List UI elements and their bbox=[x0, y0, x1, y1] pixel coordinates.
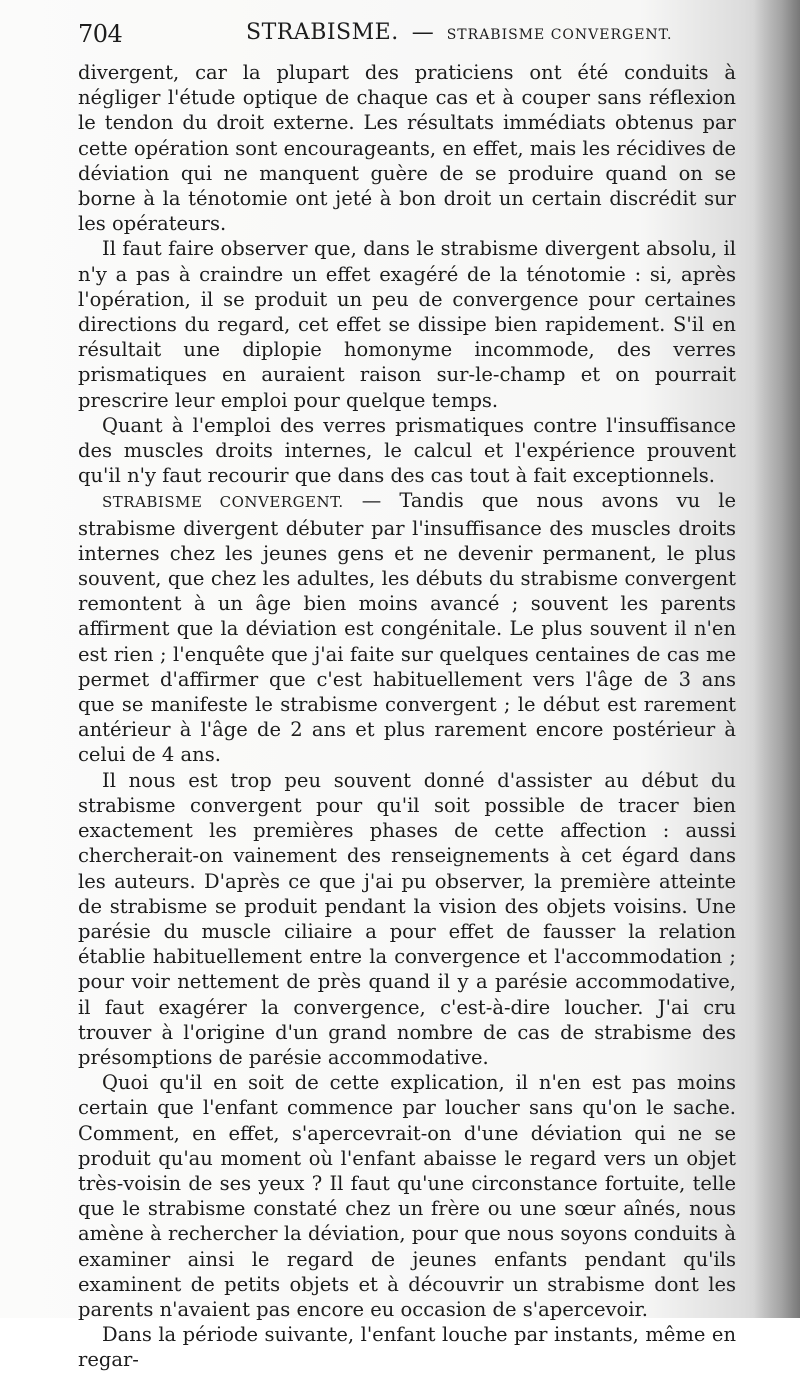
paragraph: Dans la période suivante, l'enfant louche par instants, même en regar- bbox=[78, 1323, 736, 1372]
section-heading: STRABISME CONVERGENT. bbox=[102, 493, 344, 512]
body-text bbox=[78, 60, 736, 1373]
running-title-dash: — bbox=[411, 20, 434, 45]
running-title-main: STRABISME. bbox=[246, 20, 399, 45]
running-title-sub: STRABISME CONVERGENT. bbox=[446, 27, 673, 43]
running-header bbox=[78, 18, 738, 52]
paragraph: Il nous est trop peu souvent donné d'assister au début du strabisme convergent pour qu'il soit possible de tracer bien exactement les premières phases de cette affection : aussi chercherait-on vainement des renseignements à cet égard dans les auteurs. D'après ce que j'ai pu observer, la première atteinte de strabisme se produit pendant la vision des objets voisins. Une parésie du muscle ciliaire a pour effet de fausser la relation établie habituellement entre la convergence et l'accommodation ; pour voir nettement de près quand il y a parésie accommodative, il faut exagérer la convergence, c'est-à-dire loucher. J'ai cru trouver à l'origine d'un grand nombre de cas de strabisme des présomptions de parésie accommodative. bbox=[78, 768, 736, 1069]
paragraph: divergent, car la plupart des praticiens ont été conduits à négliger l'étude optique de chaque cas et à couper sans réflexion le tendon du droit externe. Les résultats immédiats obtenus par cette opération sont encourageants, en effet, mais les récidives de déviation qui ne manquent guère de se produire quand on se borne à la ténotomie ont jeté à bon droit un certain discrédit sur les opérateurs. bbox=[78, 61, 736, 236]
paragraph-text: — Tandis que nous avons vu le strabisme divergent débuter par l'insuffisance des muscles droits internes chez les jeunes gens et ne devenir permanent, le plus souvent, que chez les adultes, les débuts du strabisme convergent remontent à un âge bien moins avancé ; souvent les parents affirment que la déviation est congénitale. Le plus souvent il n'en est rien ; l'enquête que j'ai faite sur quelques centaines de cas me permet d'affirmer que c'est habituellement vers l'âge de 3 ans que se manifeste le strabisme convergent ; le début est rarement antérieur à l'âge de 2 ans et plus rarement encore postérieur à celui de 4 ans. bbox=[78, 489, 736, 767]
page-number: 704 bbox=[78, 20, 123, 48]
paragraph: Il faut faire observer que, dans le strabisme divergent absolu, il n'y a pas à craindre un effet exagéré de la ténotomie : si, après l'opération, il se produit un peu de convergence pour certaines directions du regard, cet effet se dissipe bien rapidement. S'il en résultait une diplopie homonyme incommode, des verres prismatiques en auraient raison sur-le-champ et on pourrait prescrire leur emploi pour quelque temps. bbox=[78, 237, 736, 412]
paragraph-section-start bbox=[78, 488, 736, 767]
paragraph: Quant à l'emploi des verres prismatiques contre l'insuffisance des muscles droits internes, le calcul et l'expérience prouvent qu'il n'y faut recourir que dans des cas tout à fait exceptionnels. bbox=[78, 413, 736, 488]
paragraph: Quoi qu'il en soit de cette explication, il n'en est pas moins certain que l'enfant commence par loucher sans qu'on le sache. Comment, en effet, s'apercevrait-on d'une déviation qui ne se produit qu'au moment où l'enfant abaisse le regard vers un objet très-voisin de ses yeux ? Il faut qu'une circonstance fortuite, telle que le strabisme constaté chez un frère ou une sœur aînés, nous amène à rechercher la déviation, pour que nous soyons conduits à examiner ainsi le regard de jeunes enfants pendant qu'ils examinent de petits objets et à découvrir un strabisme dont les parents n'avaient pas encore eu occasion de s'apercevoir. bbox=[78, 1071, 736, 1321]
running-title bbox=[246, 20, 672, 45]
page-spine-shadow bbox=[754, 0, 800, 1318]
